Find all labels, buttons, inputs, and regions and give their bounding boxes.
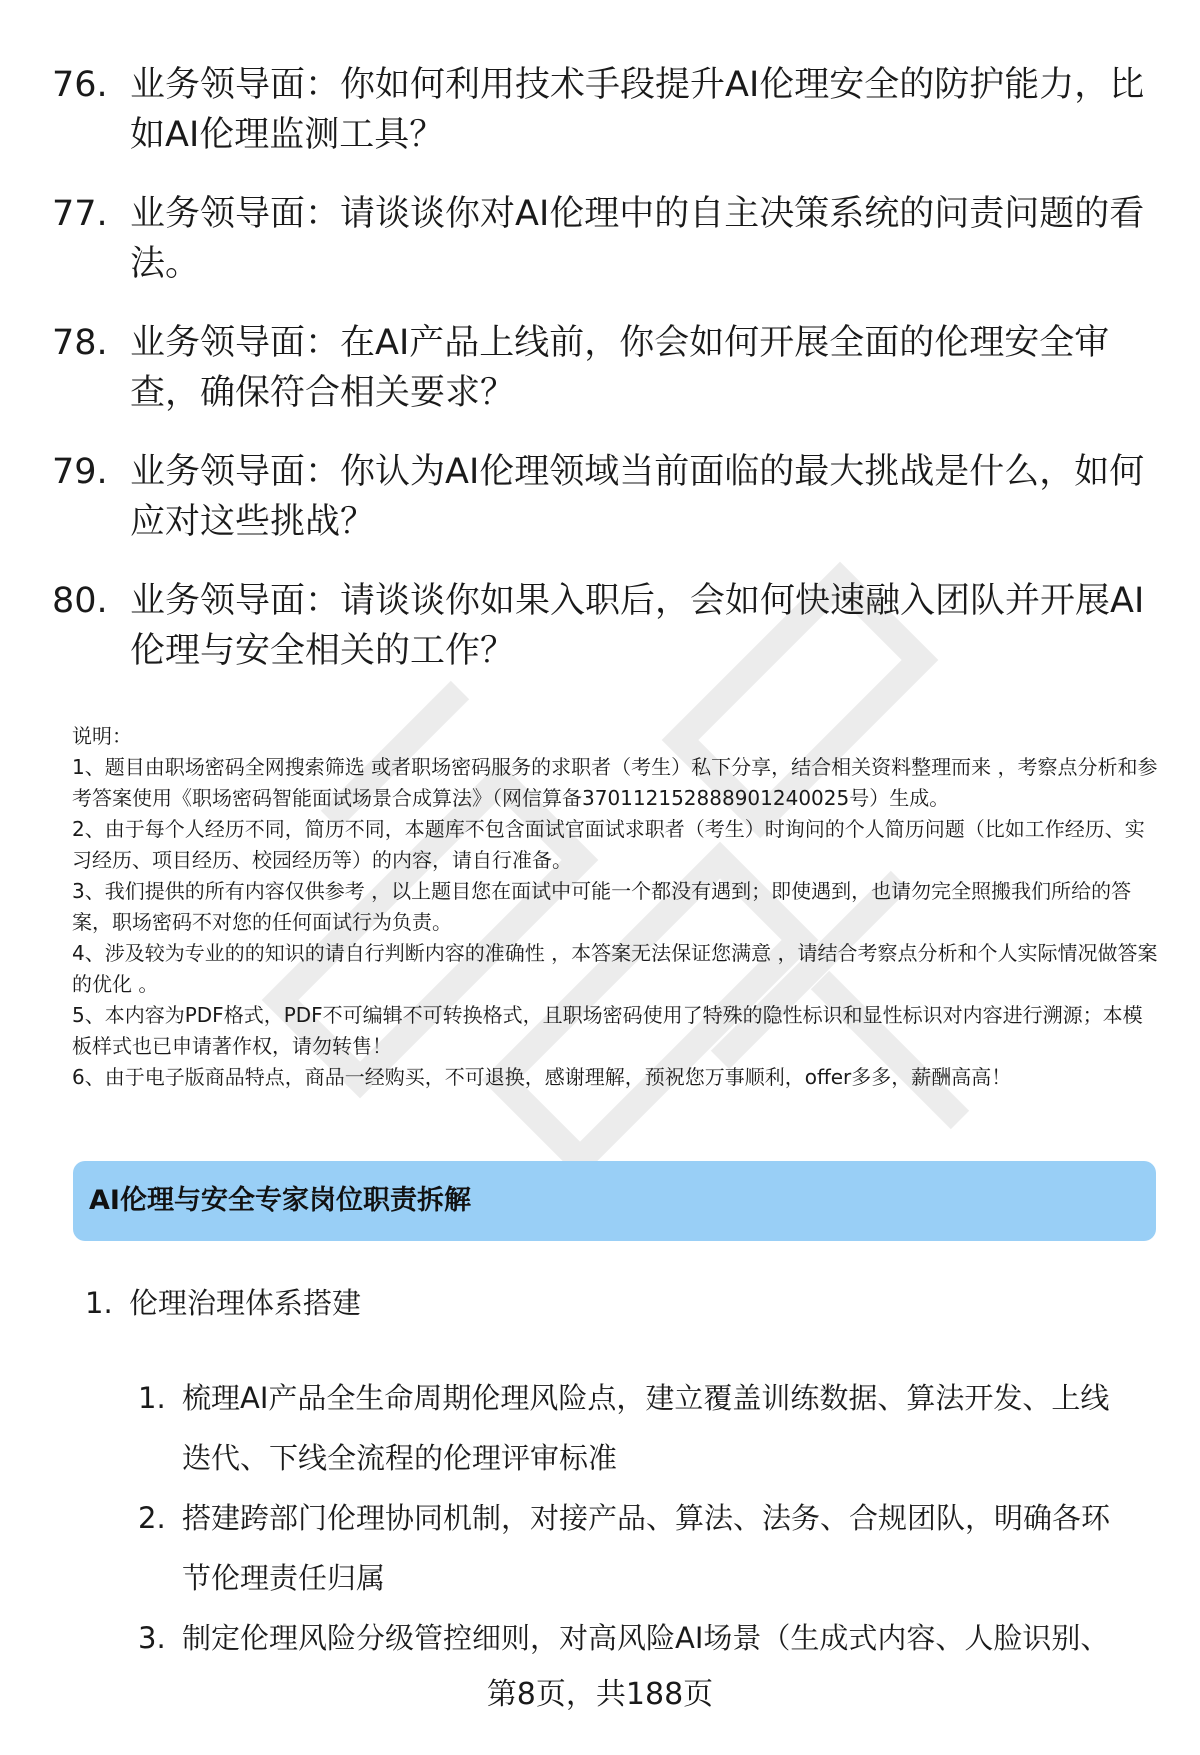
- section-banner: [73, 1161, 1156, 1241]
- question-item: [52, 60, 1152, 160]
- subitem-number: 2.: [138, 1501, 166, 1535]
- section-number: 1.: [85, 1286, 113, 1320]
- banner-title: AI伦理与安全专家岗位职责拆解: [89, 1185, 471, 1216]
- subitem-number: 3.: [138, 1621, 166, 1655]
- question-text: 业务领导面：请谈谈你对AI伦理中的自主决策系统的问责问题的看法。: [130, 194, 1145, 284]
- question-number: 76.: [52, 65, 108, 105]
- section-title: 伦理治理体系搭建: [129, 1286, 362, 1320]
- note-item: 1、题目由职场密码全网搜索筛选 或者职场密码服务的求职者（考生）私下分享，结合相关资料整理而来 ，考察点分析和参考答案使用《职场密码智能面试场景合成算法》（网信算备370112152888901240025号）生成。: [72, 755, 1158, 810]
- notes-heading: 说明：: [72, 724, 132, 748]
- question-list: [52, 60, 1152, 705]
- question-item: [52, 189, 1152, 289]
- subitem-text: 梳理AI产品全生命周期伦理风险点，建立覆盖训练数据、算法开发、上线迭代、下线全流程的伦理评审标准: [182, 1381, 1110, 1475]
- notes-block: [72, 721, 1162, 1093]
- question-number: 80.: [52, 581, 108, 621]
- question-number: 78.: [52, 323, 108, 363]
- section-heading: [85, 1283, 361, 1323]
- subitem-list: [138, 1368, 1138, 1668]
- question-text: 业务领导面：请谈谈你如果入职后，会如何快速融入团队并开展AI伦理与安全相关的工作？: [130, 581, 1145, 671]
- subitem: [138, 1488, 1138, 1608]
- subitem-number: 1.: [138, 1381, 166, 1415]
- subitem: [138, 1608, 1138, 1668]
- question-number: 79.: [52, 452, 108, 492]
- subitem: [138, 1368, 1138, 1488]
- subitem-text: 制定伦理风险分级管控细则，对高风险AI场景（生成式内容、人脸识别、: [182, 1621, 1110, 1655]
- question-text: 业务领导面：你认为AI伦理领域当前面临的最大挑战是什么，如何应对这些挑战？: [130, 452, 1145, 542]
- note-item: 5、本内容为PDF格式，PDF不可编辑不可转换格式，且职场密码使用了特殊的隐性标识和显性标识对内容进行溯源；本模板样式也已申请著作权，请勿转售！: [72, 1003, 1143, 1058]
- question-text: 业务领导面：你如何利用技术手段提升AI伦理安全的防护能力，比如AI伦理监测工具？: [130, 65, 1145, 155]
- question-text: 业务领导面：在AI产品上线前，你会如何开展全面的伦理安全审查，确保符合相关要求？: [130, 323, 1110, 413]
- page-footer: 第8页，共188页: [486, 1677, 714, 1712]
- question-number: 77.: [52, 194, 108, 234]
- note-item: 6、由于电子版商品特点，商品一经购买，不可退换，感谢理解，预祝您万事顺利，offer多多，薪酬高高！: [72, 1065, 1012, 1089]
- question-item: [52, 447, 1152, 547]
- note-item: 3、我们提供的所有内容仅供参考 ，以上题目您在面试中可能一个都没有遇到；即使遇到，也请勿完全照搬我们所给的答案，职场密码不对您的任何面试行为负责。: [72, 879, 1132, 934]
- question-item: [52, 576, 1152, 676]
- note-item: 4、涉及较为专业的的知识的请自行判断内容的准确性 ，本答案无法保证您满意 ，请结合考察点分析和个人实际情况做答案的优化 。: [72, 941, 1158, 996]
- subitem-text: 搭建跨部门伦理协同机制，对接产品、算法、法务、合规团队，明确各环节伦理责任归属: [182, 1501, 1111, 1595]
- question-item: [52, 318, 1152, 418]
- note-item: 2、由于每个人经历不同，简历不同，本题库不包含面试官面试求职者（考生）时询问的个人简历问题（比如工作经历、实习经历、项目经历、校园经历等）的内容，请自行准备。: [72, 817, 1145, 872]
